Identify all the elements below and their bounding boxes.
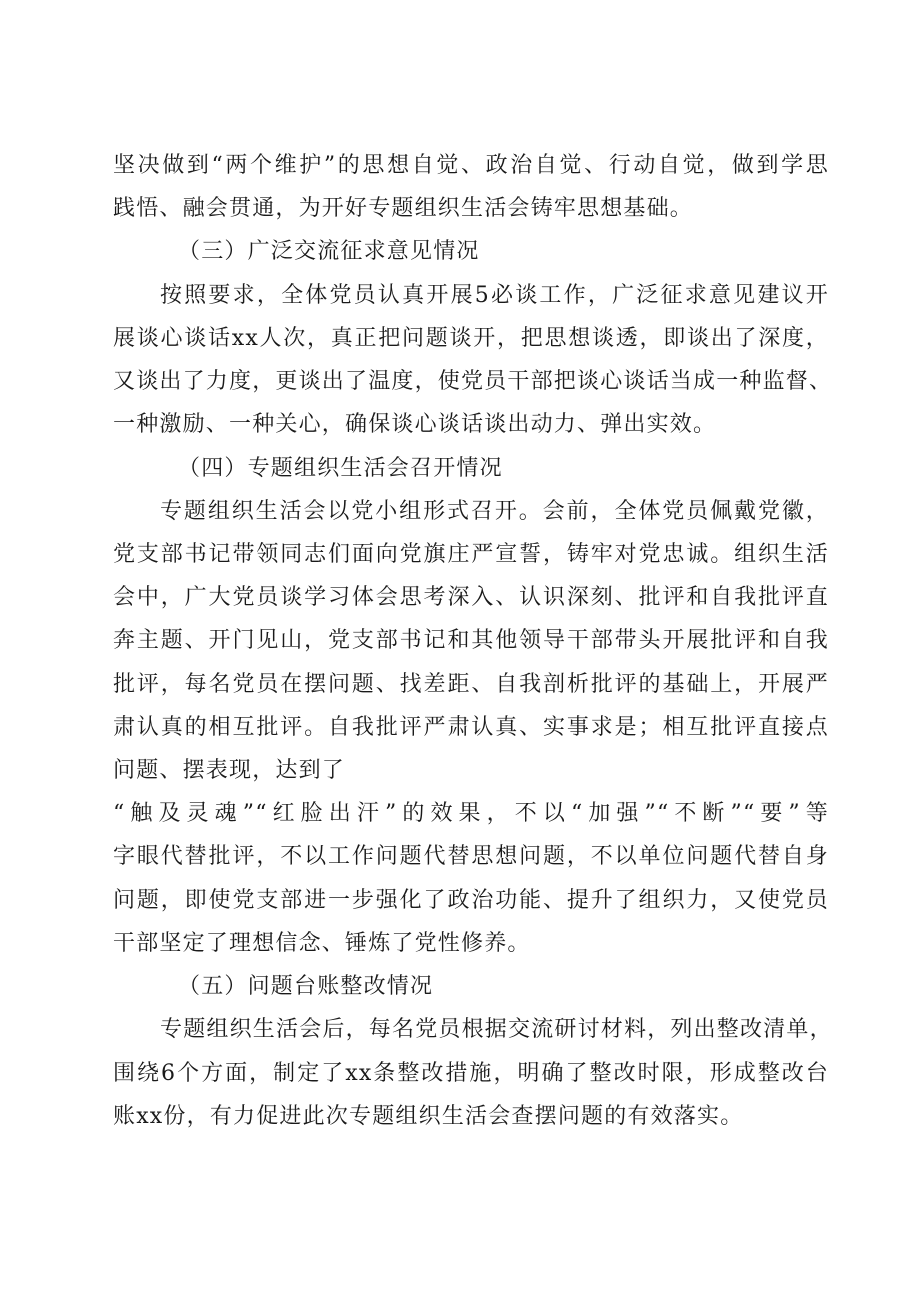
paragraph-line: 坚决做到“两个维护”的思想自觉、政治自觉、行动自觉，做到学思 bbox=[113, 153, 829, 178]
paragraph-line: 肃认真的相互批评。自我批评严肃认真、实事求是；相互批评直接点 bbox=[113, 715, 829, 740]
paragraph-line: 又谈出了力度，更谈出了温度，使党员干部把谈心谈话当成一种监督、 bbox=[113, 369, 833, 394]
paragraph-line: 字眼代替批评，不以工作问题代替思想问题，不以单位问题代替自身 bbox=[113, 844, 829, 869]
paragraph-line: 问题，即使党支部进一步强化了政治功能、提升了组织力，又使党员 bbox=[113, 888, 829, 913]
paragraph-line: 展谈心谈话xx人次，真正把问题谈开，把思想谈透，即谈出了深度， bbox=[113, 326, 829, 351]
paragraph-line: 会中，广大党员谈学习体会思考深入、认识深刻、批评和自我批评直 bbox=[113, 585, 829, 610]
section-heading-5: （五）问题台账整改情况 bbox=[178, 974, 434, 999]
paragraph-line: 专题组织生活会后，每名党员根据交流研讨材料，列出整改清单， bbox=[160, 1017, 833, 1042]
paragraph-line: “触及灵魂”“红脸出汗”的效果，不以“加强”“不断”“要”等 bbox=[113, 801, 829, 826]
paragraph-line: 干部坚定了理想信念、锤炼了党性修养。 bbox=[113, 931, 531, 956]
paragraph-line: 奔主题、开门见山，党支部书记和其他领导干部带头开展批评和自我 bbox=[113, 628, 829, 653]
paragraph-line: 按照要求，全体党员认真开展5必谈工作，广泛征求意见建议开 bbox=[160, 283, 829, 308]
paragraph-line: 围绕6个方面，制定了xx条整改措施，明确了整改时限，形成整改台 bbox=[113, 1061, 829, 1086]
paragraph-line: 专题组织生活会以党小组形式召开。会前，全体党员佩戴党徽， bbox=[160, 499, 829, 524]
paragraph-line: 一种激励、一种关心，确保谈心谈话谈出动力、弹出实效。 bbox=[113, 412, 717, 437]
paragraph-line: 账xx份，有力促进此次专题组织生活会查摆问题的有效落实。 bbox=[113, 1104, 744, 1129]
paragraph-line: 批评，每名党员在摆问题、找差距、自我剖析批评的基础上，开展严 bbox=[113, 672, 829, 697]
paragraph-line: 党支部书记带领同志们面向党旗庄严宣誓，铸牢对党忠诚。组织生活 bbox=[113, 542, 829, 567]
paragraph-line: 问题、摆表现，达到了 bbox=[113, 758, 346, 783]
section-heading-4: （四）专题组织生活会召开情况 bbox=[178, 456, 503, 481]
section-heading-3: （三）广泛交流征求意见情况 bbox=[178, 239, 480, 264]
paragraph-line: 践悟、融会贯通，为开好专题组织生活会铸牢思想基础。 bbox=[113, 196, 694, 221]
